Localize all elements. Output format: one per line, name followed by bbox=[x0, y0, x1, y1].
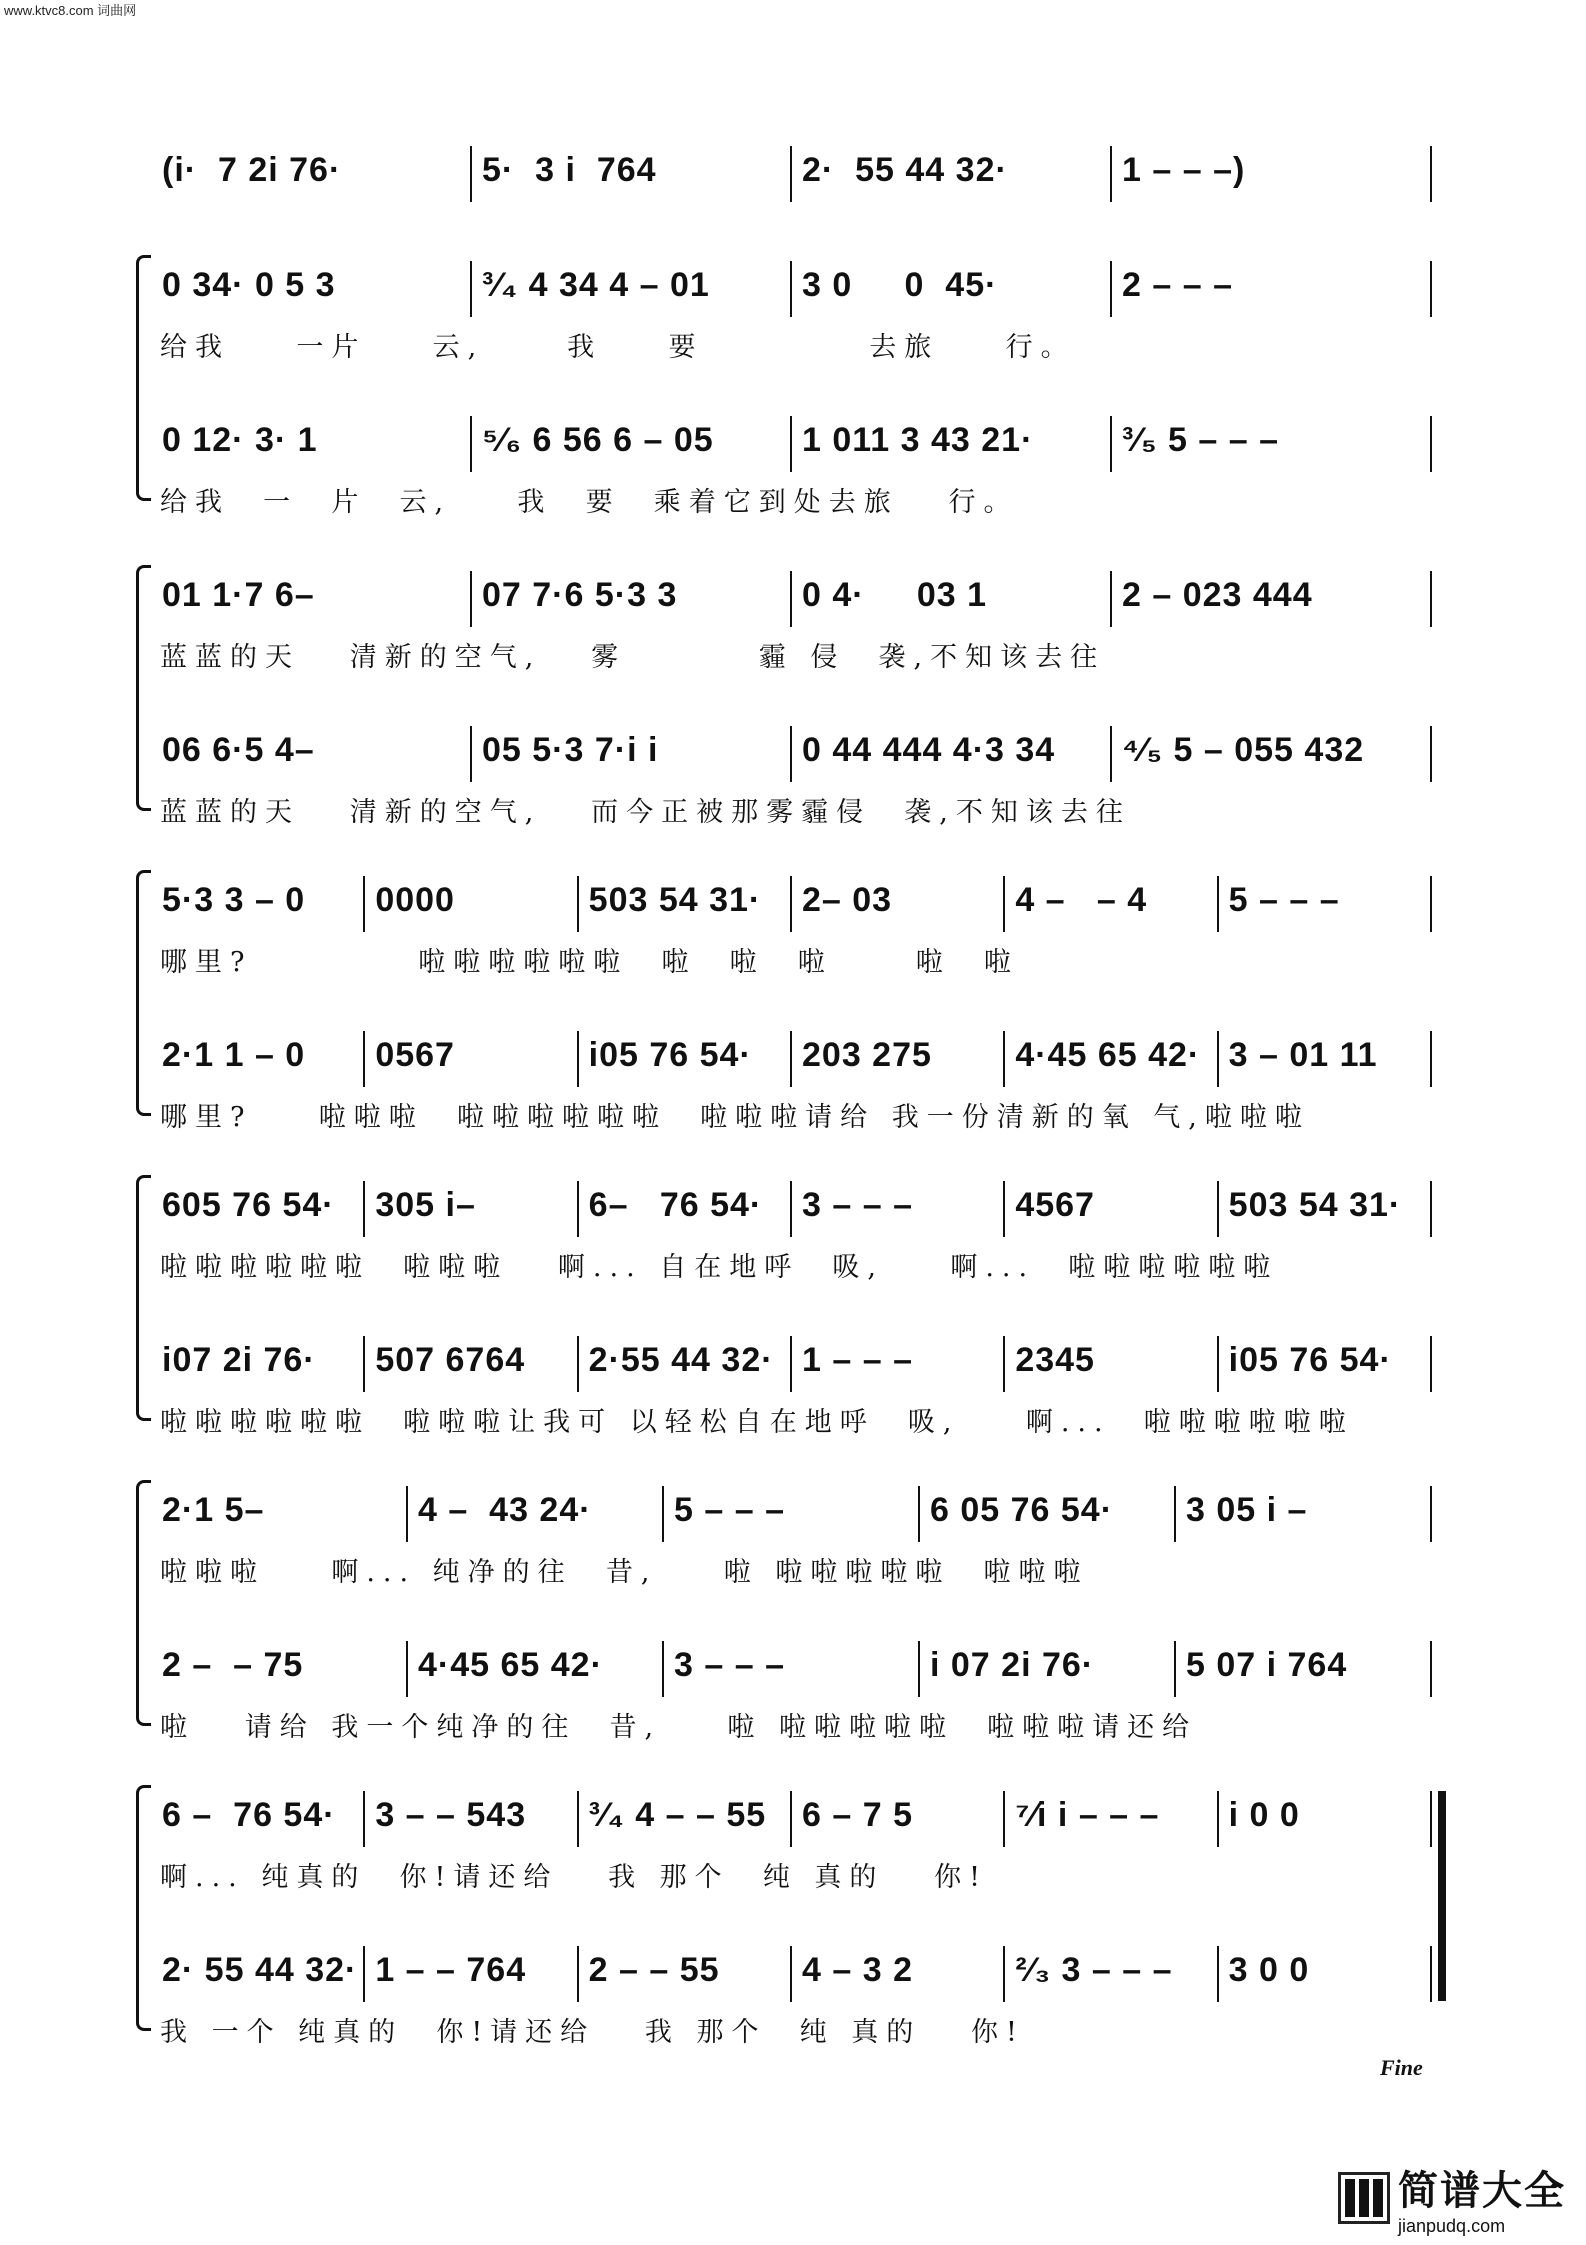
lyric-line: 给我 一 片 云, 我 要 乘着它到处去旅 行。 bbox=[160, 487, 1019, 518]
barline bbox=[577, 1336, 579, 1392]
barline bbox=[1174, 1641, 1176, 1697]
measure: i05 76 54· bbox=[588, 1036, 752, 1074]
measure: 07 7·6 5·3 3 bbox=[482, 576, 678, 614]
lyric-line: 啊... 纯真的 你!请还给 我 那个 纯 真的 你! bbox=[160, 1862, 989, 1893]
barline bbox=[1430, 1791, 1432, 1847]
barline bbox=[1003, 1031, 1005, 1087]
logo-url: jianpudq.com bbox=[1398, 2216, 1506, 2236]
barline bbox=[1430, 571, 1432, 627]
barline bbox=[790, 261, 792, 317]
barline bbox=[1430, 1181, 1432, 1237]
barline bbox=[1430, 1641, 1432, 1697]
fine-mark: Fine bbox=[1380, 2055, 1423, 2080]
barline bbox=[1430, 146, 1432, 202]
measure: 1 – – –) bbox=[1122, 151, 1246, 189]
barline bbox=[1430, 1946, 1432, 2002]
measure: i 07 2i 76· bbox=[930, 1646, 1095, 1684]
barline bbox=[790, 876, 792, 932]
barline bbox=[1110, 146, 1112, 202]
measure: 0000 bbox=[375, 881, 455, 919]
measure: 2·1 5– bbox=[162, 1491, 265, 1529]
measure: 2·55 44 32· bbox=[588, 1341, 774, 1379]
barline bbox=[1110, 726, 1112, 782]
voice-part-2 bbox=[150, 1635, 1430, 1695]
barline bbox=[1217, 1336, 1219, 1392]
barline bbox=[577, 1031, 579, 1087]
barline bbox=[1003, 1946, 1005, 2002]
score-system bbox=[150, 870, 1430, 1160]
measure: 4·45 65 42· bbox=[1015, 1036, 1201, 1074]
barline bbox=[1217, 1031, 1219, 1087]
lyric-line: 蓝蓝的天 清新的空气, 而今正被那雾霾侵 袭,不知该去往 bbox=[160, 797, 1131, 828]
source-watermark: www.ktvc8.com 词曲网 bbox=[4, 3, 137, 18]
measure: ⁴⁄₅ 5 – 055 432 bbox=[1122, 731, 1365, 769]
voice-part-1 bbox=[150, 870, 1430, 930]
barline bbox=[1430, 876, 1432, 932]
voice-part-2 bbox=[150, 1025, 1430, 1085]
barline bbox=[790, 146, 792, 202]
measure: 3 – – – bbox=[674, 1646, 785, 1684]
barline bbox=[790, 1031, 792, 1087]
measure: (i· 7 2i 76· bbox=[162, 151, 342, 189]
measure: ²⁄₃ 3 – – – bbox=[1015, 1951, 1173, 1989]
measure: 5·3 3 – 0 bbox=[162, 881, 306, 919]
score-system bbox=[150, 1785, 1430, 2075]
barline bbox=[1430, 1336, 1432, 1392]
barline bbox=[790, 726, 792, 782]
measure: 503 54 31· bbox=[588, 881, 762, 919]
system-brace bbox=[136, 565, 151, 811]
barline bbox=[1430, 416, 1432, 472]
system-brace bbox=[136, 1480, 151, 1726]
measure: ⁵⁄₆ 6 56 6 – 05 bbox=[482, 421, 714, 459]
measure: 6 – 7 5 bbox=[802, 1796, 913, 1834]
barline bbox=[1003, 1181, 1005, 1237]
measure: 05 5·3 7·i i bbox=[482, 731, 659, 769]
barline bbox=[1217, 1791, 1219, 1847]
measure: 203 275 bbox=[802, 1036, 932, 1074]
barline bbox=[577, 1946, 579, 2002]
measure: 1 – – 764 bbox=[375, 1951, 527, 1989]
measure: 4567 bbox=[1015, 1186, 1095, 1224]
measure: 2·1 1 – 0 bbox=[162, 1036, 306, 1074]
measure: 0 12· 3· 1 bbox=[162, 421, 318, 459]
piano-icon bbox=[1338, 2172, 1390, 2224]
barline bbox=[577, 1791, 579, 1847]
intro-line bbox=[150, 140, 1430, 200]
measure: 6 05 76 54· bbox=[930, 1491, 1114, 1529]
measure: 2 – – 55 bbox=[588, 1951, 720, 1989]
final-barline bbox=[1438, 1791, 1446, 2001]
voice-part-1 bbox=[150, 565, 1430, 625]
voice-part-2 bbox=[150, 410, 1430, 470]
barline bbox=[790, 1791, 792, 1847]
barline bbox=[363, 876, 365, 932]
measure: 2345 bbox=[1015, 1341, 1095, 1379]
lyric-line: 我 一个 纯真的 你!请还给 我 那个 纯 真的 你! bbox=[160, 2017, 1025, 2048]
score-system bbox=[150, 1175, 1430, 1465]
score-system bbox=[150, 565, 1430, 855]
measure: 3 05 i – bbox=[1186, 1491, 1308, 1529]
measure: 3 – 01 11 bbox=[1228, 1036, 1378, 1074]
measure: i05 76 54· bbox=[1228, 1341, 1392, 1379]
measure: 1 – – – bbox=[802, 1341, 913, 1379]
lyric-line: 啦啦啦 啊... 纯净的往 昔, 啦 啦啦啦啦啦 啦啦啦 bbox=[160, 1557, 1089, 1588]
measure: 4·45 65 42· bbox=[418, 1646, 603, 1684]
barline bbox=[470, 726, 472, 782]
barline bbox=[363, 1791, 365, 1847]
lyric-line: 啦啦啦啦啦啦 啦啦啦让我可 以轻松自在地呼 吸, 啊... 啦啦啦啦啦啦 bbox=[160, 1407, 1354, 1438]
barline bbox=[1217, 876, 1219, 932]
measure: 2 – 023 444 bbox=[1122, 576, 1313, 614]
measure: 5 07 i 764 bbox=[1186, 1646, 1348, 1684]
measure: 3 0 0 45· bbox=[802, 266, 998, 304]
system-brace bbox=[136, 1785, 151, 2031]
voice-part-2 bbox=[150, 720, 1430, 780]
measure: 4 – 3 2 bbox=[802, 1951, 913, 1989]
lyric-line: 哪里? 啦啦啦啦啦啦 啦 啦 啦 啦 啦 bbox=[160, 947, 1019, 978]
barline bbox=[470, 146, 472, 202]
measure: 2· 55 44 32· bbox=[802, 151, 1008, 189]
measure: 3 – – – bbox=[802, 1186, 913, 1224]
lyric-line: 蓝蓝的天 清新的空气, 雾 霾 侵 袭,不知该去往 bbox=[160, 642, 1106, 673]
measure: i 0 0 bbox=[1228, 1796, 1300, 1834]
measure: 1 011 3 43 21· bbox=[802, 421, 1034, 459]
measure: ³⁄₄ 4 – – 55 bbox=[588, 1796, 767, 1834]
measure: 2 – – 75 bbox=[162, 1646, 304, 1684]
barline bbox=[662, 1641, 664, 1697]
system-brace bbox=[136, 1175, 151, 1421]
voice-part-2 bbox=[150, 1330, 1430, 1390]
barline bbox=[363, 1336, 365, 1392]
measure: 2– 03 bbox=[802, 881, 893, 919]
barline bbox=[1430, 261, 1432, 317]
measure: ³⁄₄ 4 34 4 – 01 bbox=[482, 266, 710, 304]
system-brace bbox=[136, 255, 151, 501]
lyric-line: 啦啦啦啦啦啦 啦啦啦 啊... 自在地呼 吸, 啊... 啦啦啦啦啦啦 bbox=[160, 1252, 1279, 1283]
barline bbox=[470, 571, 472, 627]
voice-part-1 bbox=[150, 1785, 1430, 1845]
score-system bbox=[150, 1480, 1430, 1770]
lyric-line: 给我 一片 云, 我 要 去旅 行。 bbox=[160, 332, 1076, 363]
site-logo bbox=[1338, 2159, 1566, 2237]
barline bbox=[1110, 261, 1112, 317]
voice-part-1 bbox=[150, 1480, 1430, 1540]
voice-part-1 bbox=[150, 255, 1430, 315]
barline bbox=[1430, 726, 1432, 782]
barline bbox=[1430, 1031, 1432, 1087]
barline bbox=[363, 1946, 365, 2002]
barline bbox=[790, 416, 792, 472]
measure: 5 – – – bbox=[674, 1491, 785, 1529]
measure: 4 – 43 24· bbox=[418, 1491, 592, 1529]
barline bbox=[918, 1486, 920, 1542]
measure: 5 – – – bbox=[1228, 881, 1340, 919]
measure: 6– 76 54· bbox=[588, 1186, 763, 1224]
barline bbox=[406, 1486, 408, 1542]
barline bbox=[1110, 571, 1112, 627]
barline bbox=[577, 1181, 579, 1237]
barline bbox=[1003, 1791, 1005, 1847]
barline bbox=[790, 1181, 792, 1237]
measure: 305 i– bbox=[375, 1186, 476, 1224]
measure: 3 0 0 bbox=[1228, 1951, 1310, 1989]
measure: ⁷⁄i i – – – bbox=[1015, 1796, 1160, 1834]
barline bbox=[790, 1336, 792, 1392]
barline bbox=[470, 261, 472, 317]
barline bbox=[1217, 1181, 1219, 1237]
lyric-line: 啦 请给 我一个纯净的往 昔, 啦 啦啦啦啦啦 啦啦啦请还给 bbox=[160, 1712, 1198, 1743]
measure: 6 – 76 54· bbox=[162, 1796, 336, 1834]
barline bbox=[1003, 1336, 1005, 1392]
barline bbox=[790, 571, 792, 627]
barline bbox=[1110, 416, 1112, 472]
voice-part-1 bbox=[150, 1175, 1430, 1235]
lyric-line: 哪里? 啦啦啦 啦啦啦啦啦啦 啦啦啦请给 我一份清新的氧 气,啦啦啦 bbox=[160, 1102, 1310, 1133]
measure: 0567 bbox=[375, 1036, 455, 1074]
barline bbox=[363, 1031, 365, 1087]
barline bbox=[1217, 1946, 1219, 2002]
measure: 2 – – – bbox=[1122, 266, 1233, 304]
system-brace bbox=[136, 870, 151, 1116]
measure: 06 6·5 4– bbox=[162, 731, 315, 769]
measure: 507 6764 bbox=[375, 1341, 526, 1379]
logo-name: 简谱大全 bbox=[1398, 2169, 1566, 2213]
measure: 5· 3 i 764 bbox=[482, 151, 657, 189]
barline bbox=[363, 1181, 365, 1237]
barline bbox=[1003, 876, 1005, 932]
measure: i07 2i 76· bbox=[162, 1341, 316, 1379]
barline bbox=[790, 1946, 792, 2002]
measure: 01 1·7 6– bbox=[162, 576, 315, 614]
measure: 3 – – 543 bbox=[375, 1796, 527, 1834]
measure: 0 44 444 4·3 34 bbox=[802, 731, 1056, 769]
measure: 4 – – 4 bbox=[1015, 881, 1148, 919]
barline bbox=[577, 876, 579, 932]
intro-measures bbox=[150, 140, 1430, 200]
barline bbox=[1174, 1486, 1176, 1542]
measure: 605 76 54· bbox=[162, 1186, 335, 1224]
measure: 503 54 31· bbox=[1228, 1186, 1402, 1224]
score-system bbox=[150, 255, 1430, 545]
barline bbox=[918, 1641, 920, 1697]
barline bbox=[662, 1486, 664, 1542]
voice-part-2 bbox=[150, 1940, 1430, 2000]
measure: 2· 55 44 32· bbox=[162, 1951, 358, 1989]
measure: 0 34· 0 5 3 bbox=[162, 266, 336, 304]
barline bbox=[406, 1641, 408, 1697]
barline bbox=[1430, 1486, 1432, 1542]
barline bbox=[470, 416, 472, 472]
measure: 0 4· 03 1 bbox=[802, 576, 987, 614]
measure: ³⁄₅ 5 – – – bbox=[1122, 421, 1280, 459]
